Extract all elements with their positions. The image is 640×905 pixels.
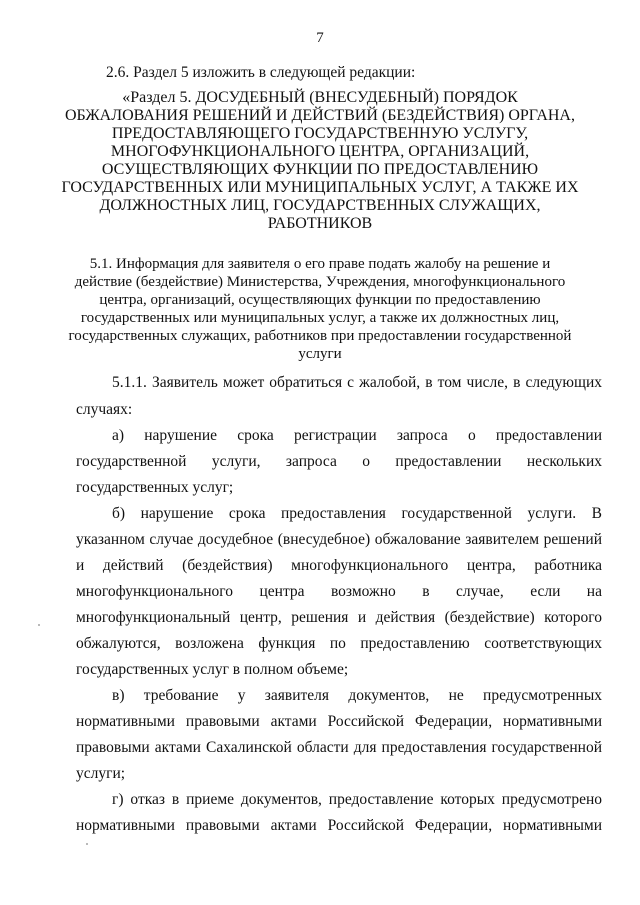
section-title-line: ОСУЩЕСТВЛЯЮЩИХ ФУНКЦИИ ПО ПРЕДОСТАВЛЕНИЮ [101, 161, 539, 178]
section-title-line: ГОСУДАРСТВЕННЫХ ИЛИ МУНИЦИПАЛЬНЫХ УСЛУГ, А ТАКЖЕ ИХ [61, 179, 579, 196]
subsection-title-line: государственных служащих, работников при предоставлении государственной [68, 328, 572, 344]
scan-speck [38, 624, 40, 626]
paragraph-line: и действий (бездействия) многофункционального центра, работника [76, 557, 602, 574]
subsection-title-line: действие (бездействие) Министерства, Учреждения, многофункционального [74, 274, 566, 290]
paragraph-line: многофункционального центра возможно в случае, если на [76, 583, 602, 600]
subsection-title-line: государственных или муниципальных услуг, а также их должностных лиц, [80, 310, 560, 326]
paragraph-line: в) требование у заявителя документов, не предусмотренных [112, 687, 602, 704]
section-title-line: ДОЛЖНОСТНЫХ ЛИЦ, ГОСУДАРСТВЕННЫХ СЛУЖАЩИХ, [99, 197, 541, 214]
paragraph-line: 5.1.1. Заявитель может обратиться с жалобой, в том числе, в следующих [112, 374, 602, 391]
paragraph-line: нормативными правовыми актами Российской Федерации, нормативными [76, 817, 602, 834]
paragraph-line: г) отказ в приеме документов, предоставление которых предусмотрено [112, 791, 602, 808]
page-number: 7 [316, 30, 324, 46]
section-title-line: РАБОТНИКОВ [267, 215, 373, 232]
subsection-title-line: центра, организаций, осуществляющих функции по предоставлению [99, 292, 541, 308]
section-title-line: ПРЕДОСТАВЛЯЮЩЕГО ГОСУДАРСТВЕННУЮ УСЛУГУ, [111, 125, 529, 142]
section-title-line: МНОГОФУНКЦИОНАЛЬНОГО ЦЕНТРА, ОРГАНИЗАЦИЙ, [110, 143, 530, 160]
paragraph-line: а) нарушение срока регистрации запроса о предоставлении [112, 427, 602, 444]
section-title-line: «Раздел 5. ДОСУДЕБНЫЙ (ВНЕСУДЕБНЫЙ) ПОРЯДОК [122, 89, 518, 106]
paragraph-line: государственной услуги, запроса о предоставлении нескольких [76, 453, 602, 470]
paragraph-line: государственных услуг в полном объеме; [76, 661, 349, 678]
paragraph-line: многофункциональный центр, решения и действия (бездействие) которого [76, 609, 602, 626]
scan-speck [86, 843, 88, 845]
paragraph-line: б) нарушение срока предоставления государственной услуги. В [112, 505, 602, 522]
paragraph-line: обжалуются, возложена функция по предоставлению соответствующих [76, 635, 602, 652]
paragraph-line: правовыми актами Сахалинской области для предоставления государственной [76, 739, 602, 756]
subsection-title-line: услуги [298, 346, 342, 362]
section-title-line: ОБЖАЛОВАНИЯ РЕШЕНИЙ И ДЕЙСТВИЙ (БЕЗДЕЙСТВИЯ) ОРГАНА, [65, 107, 575, 124]
intro-line: 2.6. Раздел 5 изложить в следующей редакции: [106, 64, 416, 81]
paragraph-line: нормативными правовыми актами Российской Федерации, нормативными [76, 713, 602, 730]
subsection-title-line: 5.1. Информация для заявителя о его праве подать жалобу на решение и [89, 256, 551, 272]
paragraph-line: случаях: [76, 401, 133, 418]
paragraph-line: услуги; [76, 765, 126, 782]
paragraph-line: указанном случае досудебное (внесудебное) обжалование заявителем решений [76, 531, 602, 548]
paragraph-line: государственных услуг; [76, 479, 234, 496]
